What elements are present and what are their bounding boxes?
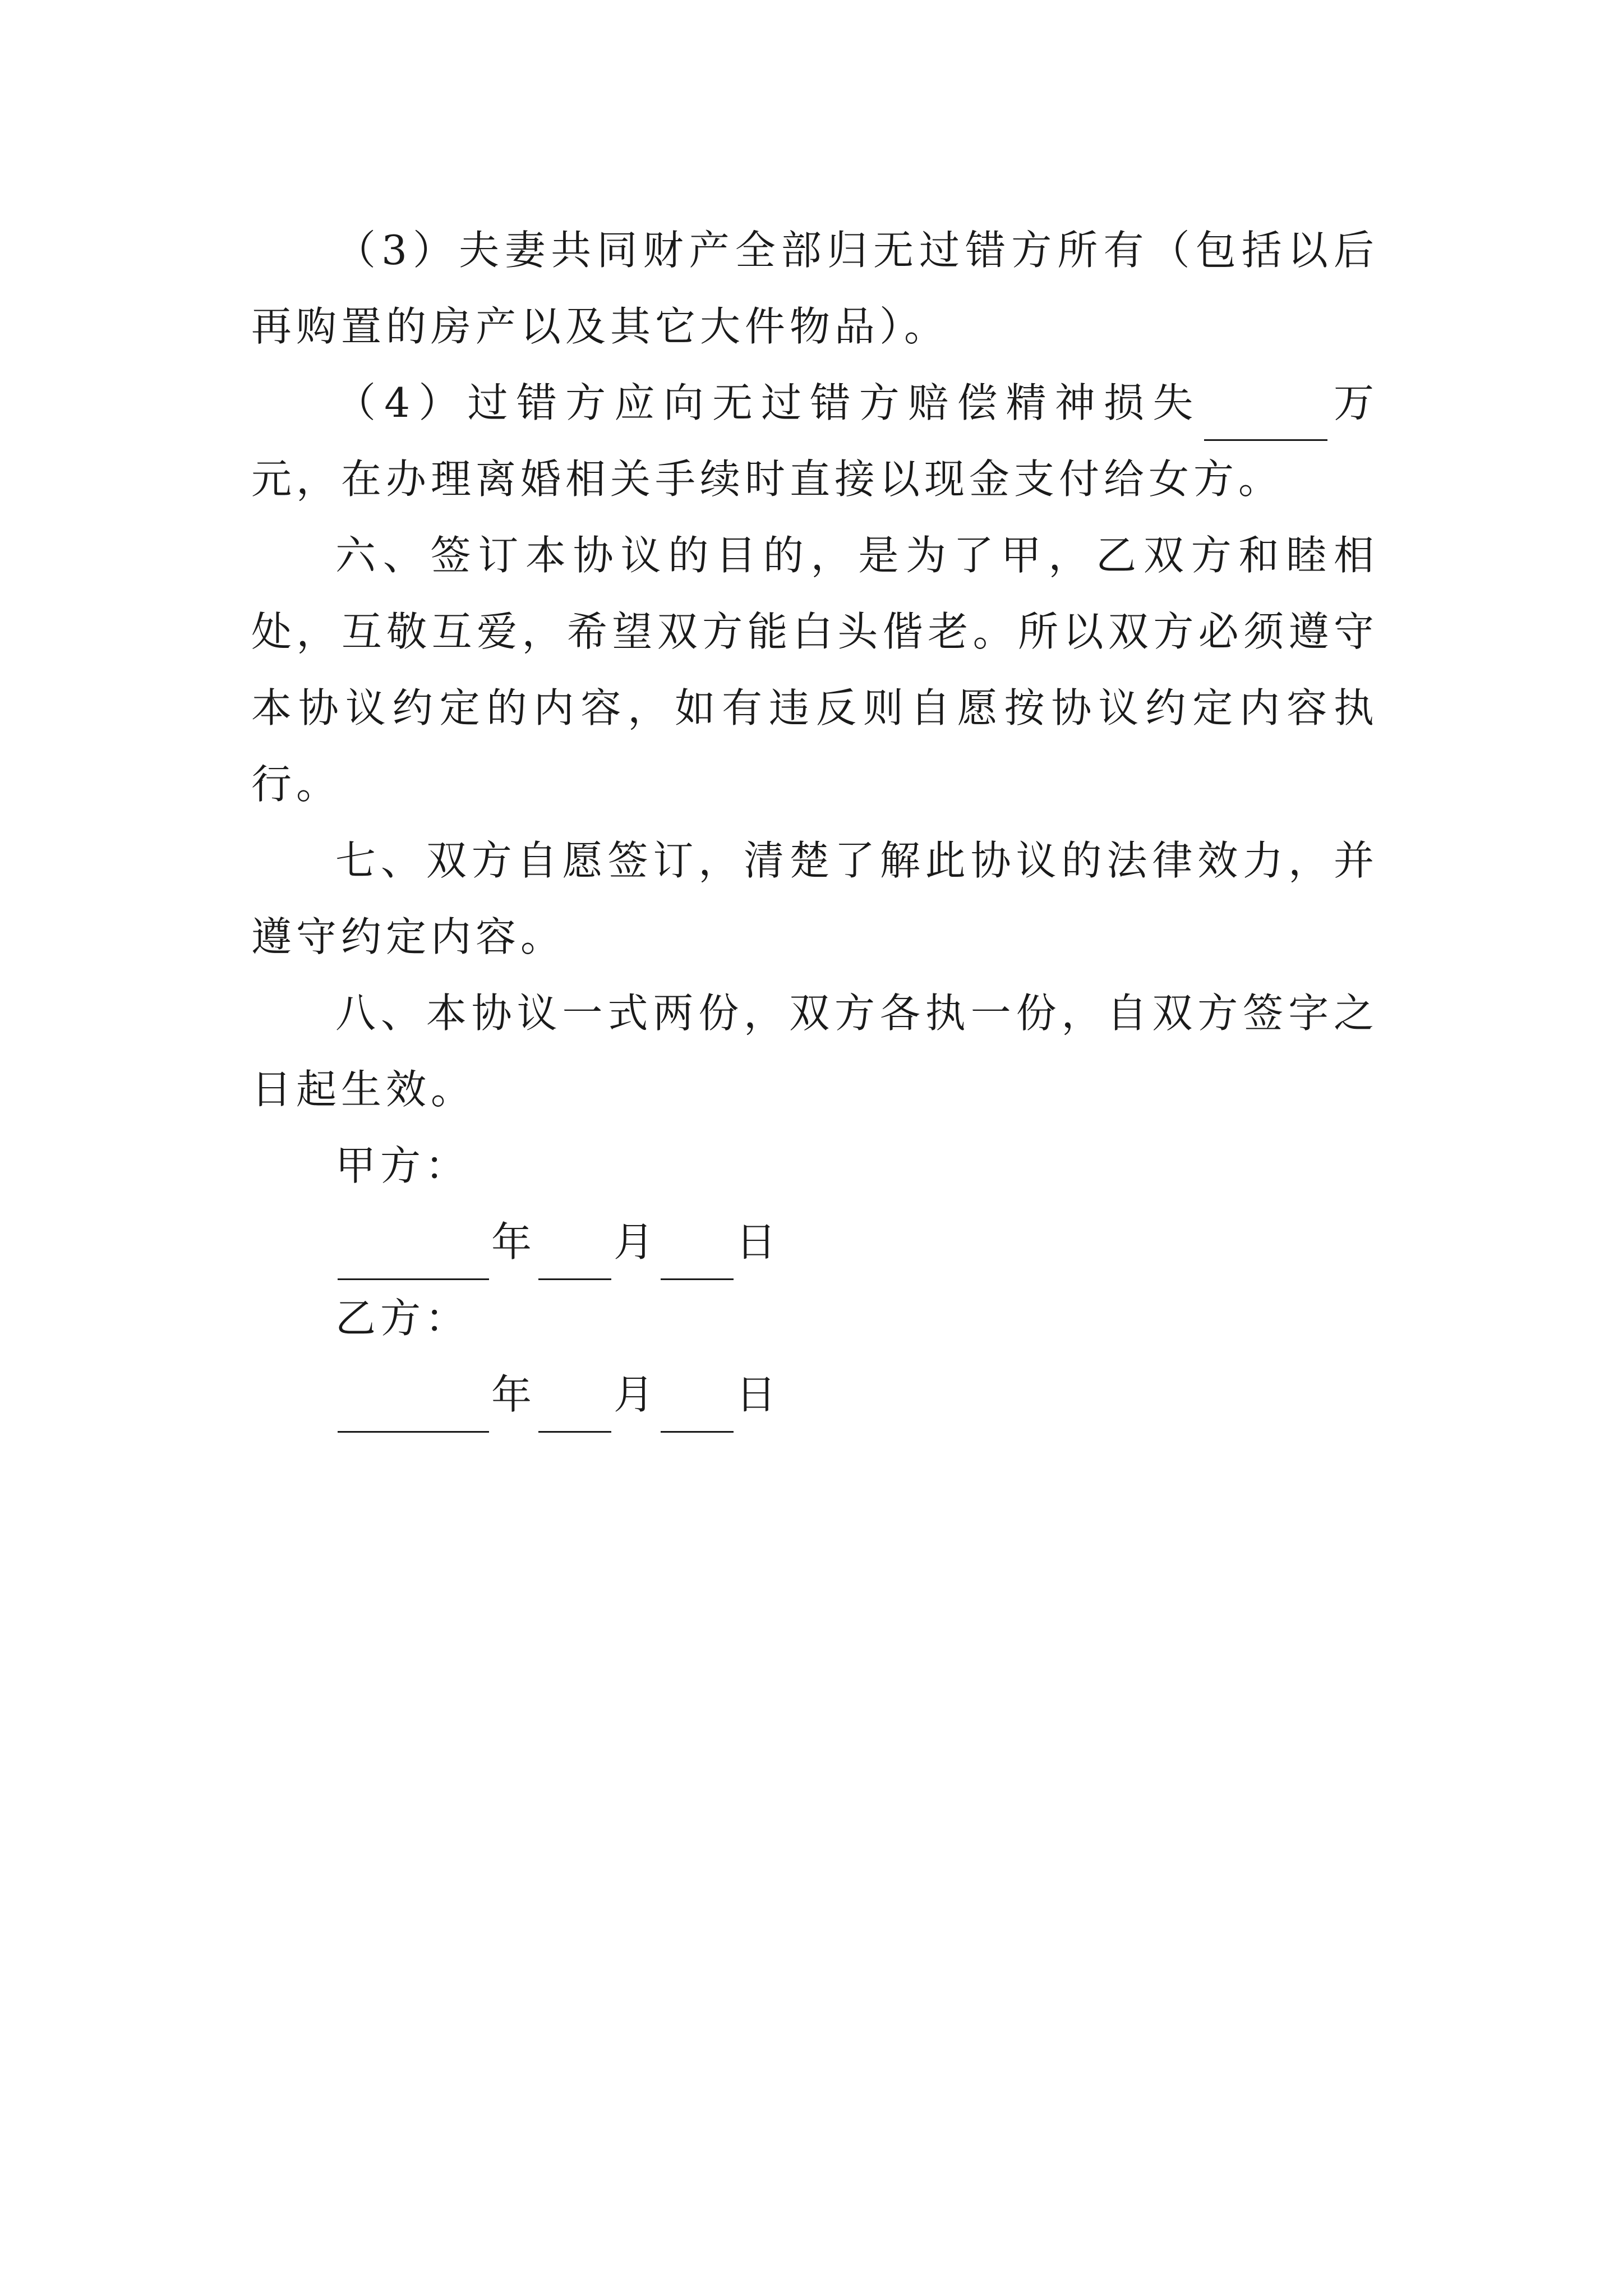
- party-a-year-label: 年: [491, 1218, 537, 1266]
- party-b-month-blank[interactable]: [538, 1386, 611, 1433]
- party-b-month-label: 月: [614, 1371, 659, 1418]
- party-a-day-label: 日: [736, 1218, 781, 1266]
- clause-eight-paragraph: 八、本协议一式两份，双方各执一份，自双方签字之日起生效。: [251, 990, 1378, 1113]
- item-4-text-before: （4）过错方应向无过错方赔偿精神损失: [335, 379, 1202, 426]
- party-b-day-blank[interactable]: [661, 1386, 734, 1433]
- party-a-day-blank[interactable]: [661, 1234, 734, 1280]
- item-3-paragraph: （3）夫妻共同财产全部归无过错方所有（包括以后再购置的房产以及其它大件物品）。: [251, 227, 1378, 350]
- party-b-year-blank[interactable]: [338, 1386, 489, 1433]
- party-b-date-line: [251, 1356, 1378, 1433]
- item-4-paragraph: [251, 365, 1378, 517]
- party-a-month-label: 月: [614, 1218, 659, 1266]
- party-a-month-blank[interactable]: [538, 1234, 611, 1280]
- party-b-day-label: 日: [736, 1371, 781, 1418]
- compensation-amount-blank[interactable]: [1204, 394, 1327, 441]
- document-body: [251, 212, 1378, 1433]
- party-b-label: 乙方：: [335, 1295, 471, 1342]
- party-b-year-label: 年: [491, 1371, 537, 1418]
- clause-seven-paragraph: 七、双方自愿签订，清楚了解此协议的法律效力，并遵守约定内容。: [251, 837, 1378, 960]
- clause-six-paragraph: 六、签订本协议的目的，是为了甲，乙双方和睦相处，互敬互爱，希望双方能白头偕老。所以双方必须遵守本协议约定的内容，如有违反则自愿按协议约定内容执行。: [251, 532, 1378, 808]
- item-4-text-after: 万元，在办理离婚相关手续时直接以现金支付给女方。: [251, 379, 1378, 503]
- party-a-date-line: [251, 1204, 1378, 1280]
- party-a-year-blank[interactable]: [338, 1234, 489, 1280]
- party-a-label: 甲方：: [335, 1142, 471, 1189]
